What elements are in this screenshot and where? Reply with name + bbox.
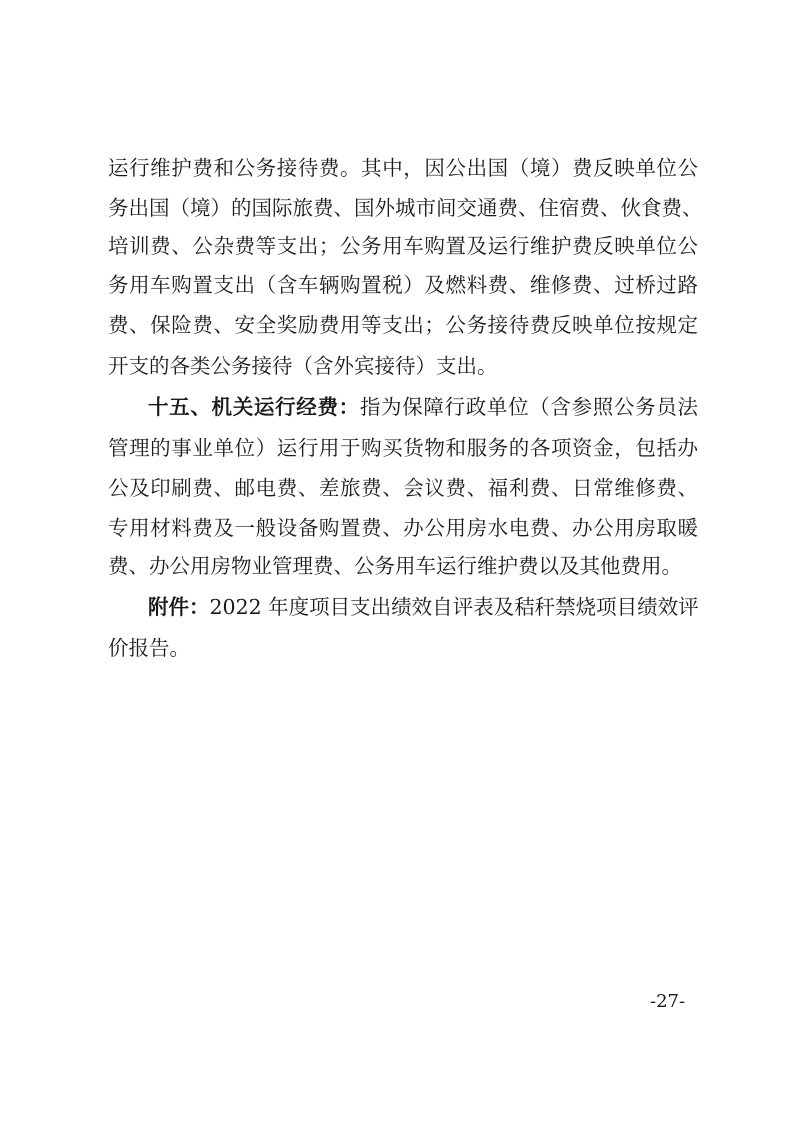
- paragraph-1-line-4: 务用车购置支出（含车辆购置税）及燃料费、维修费、过桥过路: [108, 273, 698, 297]
- paragraph-3-line-1-text: 2022 年度项目支出绩效自评表及秸秆禁烧项目绩效评: [209, 595, 699, 619]
- paragraph-1-line-6: 开支的各类公务接待（含外宾接待）支出。: [108, 354, 498, 378]
- paragraph-3-first-line: [148, 592, 698, 622]
- section-heading-fifteen: 十五、机关运行经费：: [148, 395, 360, 419]
- paragraph-2-line-3: 公及印刷费、邮电费、差旅费、会议费、福利费、日常维修费、: [108, 476, 698, 500]
- paragraph-1-line-3: 培训费、公杂费等支出；公务用车购置及运行维护费反映单位公: [108, 234, 698, 258]
- paragraph-2-line-4: 专用材料费及一般设备购置费、办公用房水电费、办公用房取暖: [108, 516, 698, 540]
- paragraph-2-first-line: [148, 392, 698, 422]
- paragraph-1-line-2: 务出国（境）的国际旅费、国外城市间交通费、住宿费、伙食费、: [108, 196, 703, 220]
- paragraph-1-line-1: 运行维护费和公务接待费。其中，因公出国（境）费反映单位公: [108, 156, 698, 180]
- paragraph-2-line-5: 费、办公用房物业管理费、公务用车运行维护费以及其他费用。: [108, 554, 682, 578]
- paragraph-2-line-2: 管理的事业单位）运行用于购买货物和服务的各项资金，包括办: [108, 436, 698, 460]
- attachment-heading: 附件：: [148, 595, 210, 619]
- page-number: -27-: [650, 991, 686, 1012]
- paragraph-2-line-1-text: 指为保障行政单位（含参照公务员法: [359, 395, 699, 419]
- paragraph-1-line-5: 费、保险费、安全奖励费用等支出；公务接待费反映单位按规定: [108, 313, 698, 337]
- paragraph-3-line-2: 价报告。: [108, 636, 190, 660]
